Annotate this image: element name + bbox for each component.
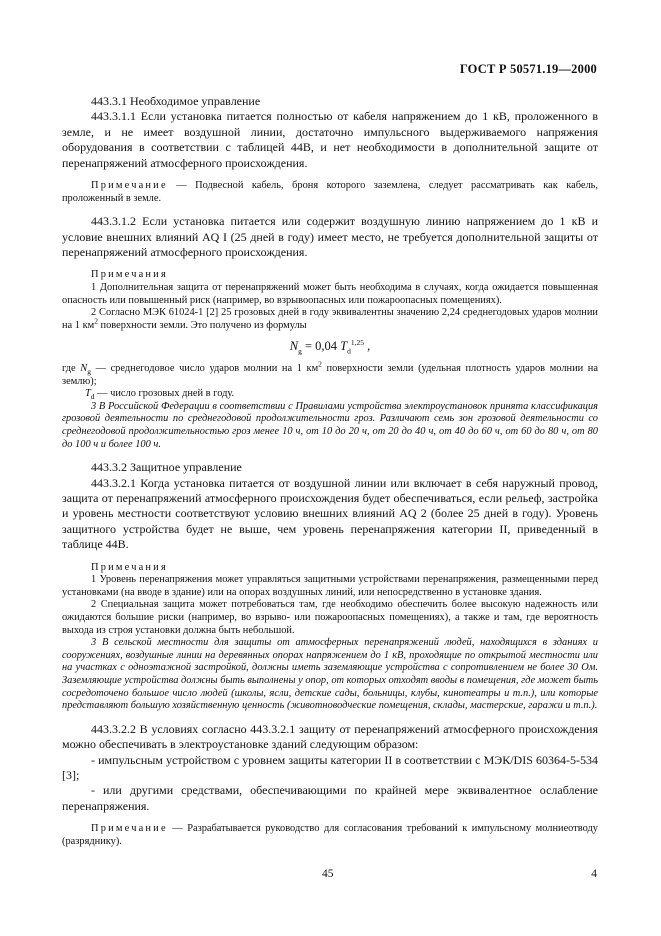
paragraph-443-3-2-1: 443.3.2.1 Когда установка питается от воздушной линии или включает в себя наружный провод, защита от перенапряжений атмосферного происхождения будет обеспечиваться, если рельеф, застройка и уровень местности соответствуют условию внешних влияний AQ 2 (более 25 дней в году). Уровень защитного устройства будет не выше, чем уровень перенапряжения категории II, приведенный в таблице 44В. <box>62 475 598 552</box>
list-item-1: - импульсным устройством с уровнем защиты категории II в соответствии с МЭК/DIS 60364-5-534 [3]; <box>62 752 598 782</box>
note-text: — Подвесной кабель, броня которого заземлена, следует рассматривать как кабель, проложенный в земле. <box>62 180 598 204</box>
paragraph-443-3-2-2: 443.3.2.2 В условиях согласно 443.3.2.1 защиту от перенапряжений атмосферного происхождения можно обеспечивать в электроустановке зданий следующим образом: <box>62 721 598 752</box>
note-block <box>62 180 598 205</box>
notes-block-2 <box>62 562 598 713</box>
notes-label: Примечания <box>91 269 168 281</box>
section-heading-443-3-2: 443.3.2 Защитное управление <box>91 460 242 475</box>
paragraph-443-3-1-1: 443.3.1.1 Если установка питается полностью от кабеля напряжением до 1 кВ, проложенного в земле, и не имеет воздушной линии, достаточно импульсного выдерживаемого напряжения оборудования в соответствии с таблицей 44В, и нет необходимости в дополнительной защите от перенапряжений атмосферного происхождения. <box>62 109 598 170</box>
sheet-number: 4 <box>591 868 597 880</box>
section-heading-443-3-1: 443.3.1 Необходимое управление <box>91 94 261 108</box>
page-number: 45 <box>322 868 334 880</box>
document-body <box>62 94 598 848</box>
paragraph-443-3-1-2: 443.3.1.2 Если установка питается или содержит воздушную линию напряжением до 1 кВ и условие внешних влияний AQ I (25 дней в году) имеет место, не требуется дополнительной защиты от перенапряжений атмосферного происхождения. <box>62 214 598 260</box>
note-text-final: — Разрабатывается руководство для согласования требований к импульсному молниеотводу (разряднику). <box>62 823 598 847</box>
note-1: 1 Дополнительная защита от перенапряжений может быть необходима в случаях, когда ожидается повышенная опасность или повышенный риск (например, во взрывоопасных или пожароопасных помещениях). <box>62 282 598 306</box>
formula-where-ng: где $N_g$ — среднегодовое число ударов молнии на 1 $км^2$ поверхности земли (удельная плотность ударов молнии на землю); <box>62 359 598 387</box>
note-block-final <box>62 823 598 848</box>
notes-label-2: Примечания <box>91 561 168 573</box>
document-header: ГОСТ Р 50571.19—2000 <box>459 62 597 76</box>
note-3: 3 В Российской Федерации в соответствии с Правилами устройства электроустановок принята классификация грозовой деятельности по среднегодовой продолжительности гроз. Различают семь зон грозовой деятельности со среднегодовой продолжительностью гроз менее 10 ч, от 10 до 20 ч, от 20 до 40 ч, от 40 до 60 ч, от 60 до 80 ч, от 80 до 100 ч и более 100 ч. <box>62 400 598 450</box>
list-item-2: - или другими средствами, обеспечивающими по крайней мере эквивалентное ослабление перенапряжения. <box>62 783 598 813</box>
formula-where-td: $T_d$ — число грозовых дней в году. <box>85 388 235 402</box>
note-label-final: Примечание <box>91 823 168 835</box>
note-2-1: 1 Уровень перенапряжения может управляться защитными устройствами перенапряжения, размещенными перед установками (на вводе в здание) или на опорах воздушных линий, или непосредственно в установке здания. <box>62 574 598 598</box>
note-2-2: 2 Специальная защита может потребоваться там, где необходимо обеспечить более высокую надежность или ожидаются большие риски (например, во взрыво- или пожароопасных помещениях), а также и там, где вероятность выхода из строя установки должна быть небольшой. <box>62 599 598 636</box>
notes-block-1 <box>62 269 598 451</box>
note-label: Примечание <box>91 180 168 192</box>
lightning-formula: $N_g = 0,04$ $T_d^{1,25}$ , <box>289 338 371 356</box>
note-2: 2 Согласно МЭК 61024-1 [2] 25 грозовых дней в году эквивалентны значению 2,24 среднегодовых ударов молнии на 1 $км^2$ поверхности земли. Это получено из формулы <box>62 307 598 331</box>
note-2-3: 3 В сельской местности для защиты от атмосферных перенапряжений людей, находящихся в зданиях и сооружениях, воздушные линии на деревянных опорах напряжением до 1 кВ, проходящие по открытой местности или на участках с одноэтажной застройкой, должны иметь заземляющие устройства с сопротивлением не более 30 Ом. Заземляющие устройства должны быть выполнены у опор, от которых отходят вводы в помещения, где может быть сосредоточено большое число людей (школы, ясли, детские сады, больницы, клубы, кинотеатры и т.п.), или которые представляют большую хозяйственную ценность (животноводческие помещения, склады, мастерские, гаражи и т.п.). <box>62 637 598 712</box>
